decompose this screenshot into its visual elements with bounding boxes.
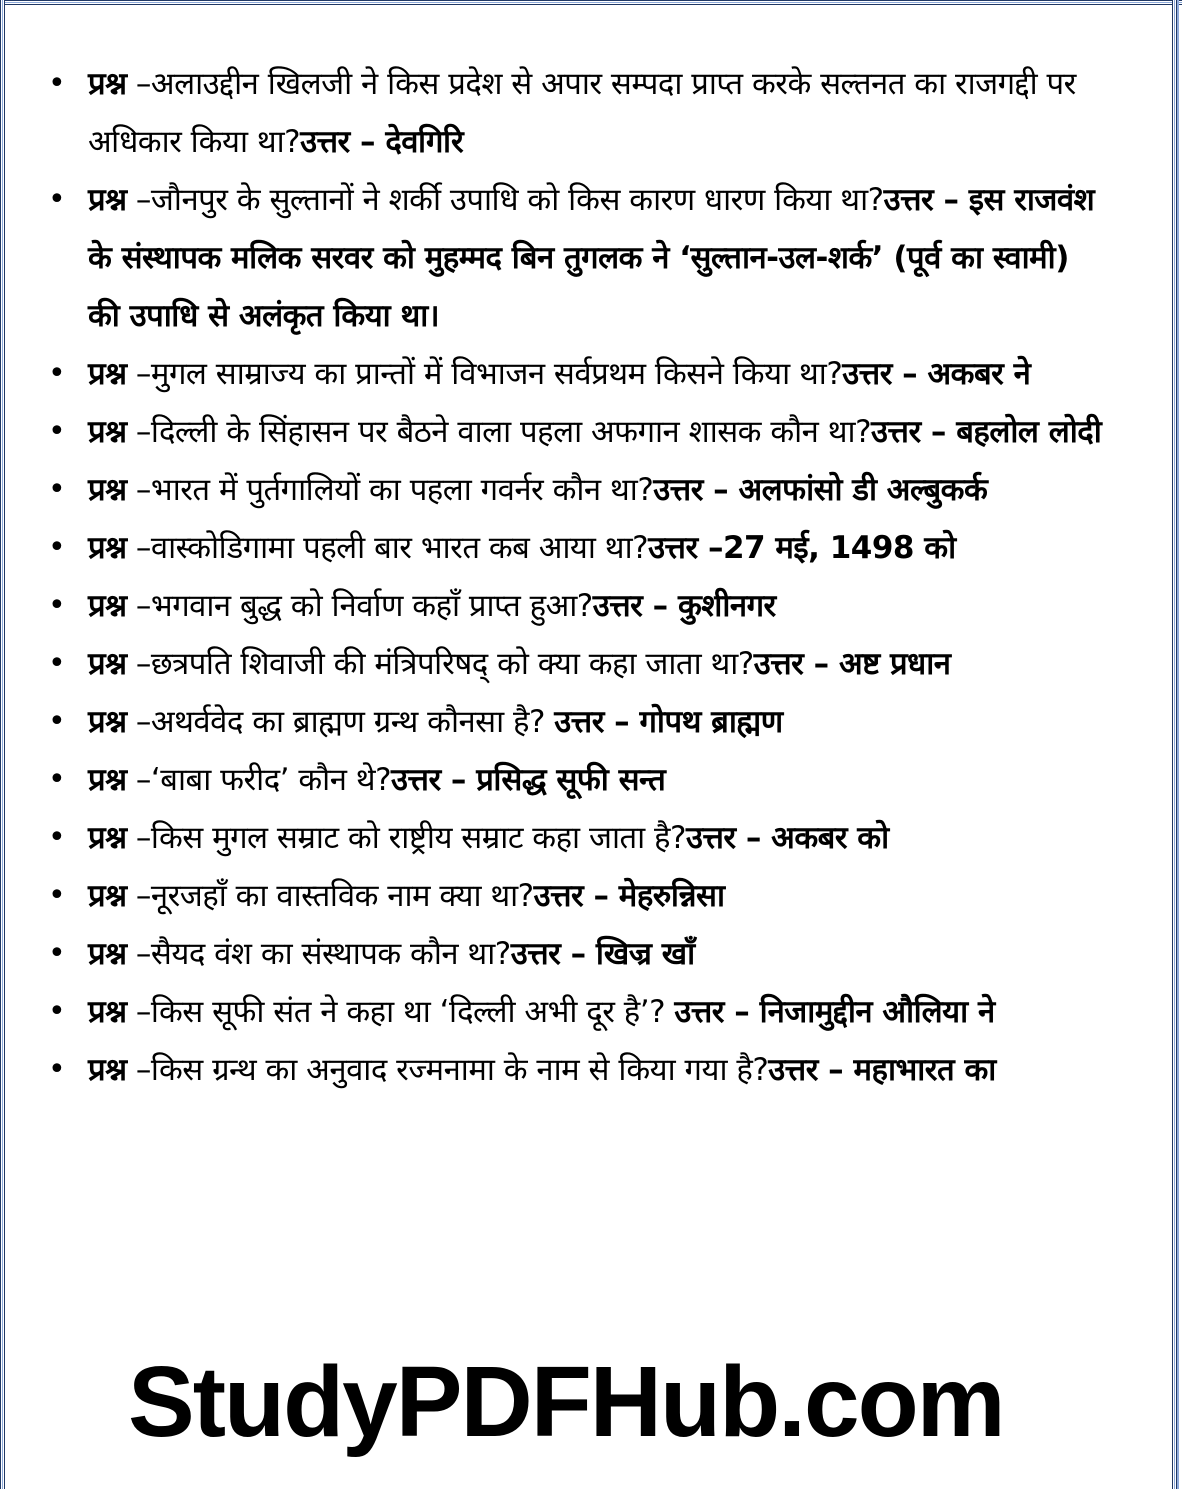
answer-text: – मेहरुन्निसा (583, 878, 725, 914)
answer-text: – कुशीनगर (642, 588, 776, 624)
qa-item-7 (0, 577, 1150, 635)
answer-text: –27 मई, 1498 को (697, 530, 956, 566)
bullet-icon: • (48, 820, 66, 855)
bullet-icon: • (48, 646, 66, 681)
question-label: प्रश्न (88, 414, 127, 450)
question-text: –‘बाबा फरीद’ कौन थे? (126, 762, 392, 798)
question-label: प्रश्न (88, 704, 127, 740)
question-label: प्रश्न (88, 762, 127, 798)
question-text: –छत्रपति शिवाजी की मंत्रिपरिषद् को क्या कहा जाता था? (126, 646, 754, 682)
question-text: –किस ग्रन्थ का अनुवाद रज्मनामा के नाम से किया गया है? (126, 1052, 769, 1088)
answer-label: उत्तर (510, 936, 561, 972)
qa-item-15 (0, 1041, 1150, 1099)
qa-item-14 (0, 983, 1150, 1041)
answer-text: – अलफांसो डी अल्बुकर्क (702, 472, 988, 508)
watermark-text: StudyPDFHub.com (128, 1346, 1004, 1458)
answer-label: उत्तर (871, 414, 921, 450)
bullet-icon: • (48, 182, 66, 217)
answer-label: उत्तर (554, 704, 604, 740)
bullet-icon: • (48, 472, 66, 507)
question-label: प्रश्न (88, 66, 127, 102)
answer-label: उत्तर (685, 820, 736, 856)
question-text: –अथर्ववेद का ब्राह्मण ग्रन्थ कौनसा है? (126, 704, 555, 740)
answer-text: – अकबर ने (891, 356, 1031, 392)
question-text: –दिल्ली के सिंहासन पर बैठने वाला पहला अफगान शासक कौन था? (126, 414, 872, 450)
answer-label: उत्तर (753, 646, 804, 682)
answer-text: – खिज्र खाँ (560, 936, 695, 972)
qa-item-10 (0, 751, 1150, 809)
answer-label: उत्तर (883, 182, 934, 218)
answer-text: – अष्ट प्रधान (803, 646, 951, 682)
answer-text: – गोपथ ब्राह्मण (603, 704, 783, 740)
bullet-icon: • (48, 762, 66, 797)
answer-label: उत्तर (533, 878, 584, 914)
question-label: प्रश्न (88, 936, 127, 972)
answer-label: उत्तर (391, 762, 441, 798)
qa-list (0, 55, 1150, 1099)
question-text: –नूरजहाँ का वास्तविक नाम क्या था? (126, 878, 534, 914)
answer-label: उत्तर (592, 588, 643, 624)
qa-item-9 (0, 693, 1150, 751)
bullet-icon: • (48, 878, 66, 913)
bullet-icon: • (48, 936, 66, 971)
question-text: –किस मुगल सम्राट को राष्ट्रीय सम्राट कहा जाता है? (126, 820, 686, 856)
question-text: –किस सूफी संत ने कहा था ‘दिल्ली अभी दूर है’? (126, 994, 675, 1030)
question-label: प्रश्न (88, 994, 127, 1030)
question-label: प्रश्न (88, 588, 127, 624)
question-label: प्रश्न (88, 1052, 127, 1088)
answer-label: उत्तर (653, 472, 703, 508)
answer-text: – प्रसिद्ध सूफी सन्त (440, 762, 666, 798)
question-label: प्रश्न (88, 530, 127, 566)
question-text: –भगवान बुद्ध को निर्वाण कहाँ प्राप्त हुआ? (126, 588, 593, 624)
question-text: –सैयद वंश का संस्थापक कौन था? (126, 936, 511, 972)
answer-label: उत्तर (648, 530, 698, 566)
bullet-icon: • (48, 588, 66, 623)
question-text: –जौनपुर के सुल्तानों ने शर्की उपाधि को किस कारण धारण किया था? (126, 182, 884, 218)
answer-text: – बहलोल लोदी (920, 414, 1102, 450)
bullet-icon: • (48, 414, 66, 449)
bullet-icon: • (48, 1052, 66, 1087)
qa-item-6 (0, 519, 1150, 577)
question-label: प्रश्न (88, 878, 127, 914)
answer-label: उत्तर (300, 124, 350, 160)
page-border-right (1172, 0, 1179, 1489)
bullet-icon: • (48, 994, 66, 1029)
answer-label: उत्तर (842, 356, 892, 392)
answer-text: – इस राजवंश के संस्थापक मलिक सरवर को मुहम्मद बिन तुगलक ने ‘सुल्तान-उल-शर्क’ (पूर्व का स्वामी) की उपाधि से अलंकृत किया था। (88, 182, 1095, 334)
qa-item-5 (0, 461, 1150, 519)
bullet-icon: • (48, 356, 66, 391)
question-text: –अलाउद्दीन खिलजी ने किस प्रदेश से अपार सम्पदा प्राप्त करके सल्तनत का राजगद्दी पर अधिकार किया था? (88, 66, 1076, 160)
qa-item-4 (0, 403, 1150, 461)
question-label: प्रश्न (88, 182, 127, 218)
answer-text: – अकबर को (735, 820, 889, 856)
question-label: प्रश्न (88, 820, 127, 856)
answer-text: – देवगिरि (349, 124, 464, 160)
question-label: प्रश्न (88, 472, 127, 508)
qa-item-12 (0, 867, 1150, 925)
qa-item-3 (0, 345, 1150, 403)
question-text: –मुगल साम्राज्य का प्रान्तों में विभाजन सर्वप्रथम किसने किया था? (126, 356, 843, 392)
question-text: –वास्कोडिगामा पहली बार भारत कब आया था? (126, 530, 649, 566)
qa-item-8 (0, 635, 1150, 693)
answer-label: उत्तर (674, 994, 724, 1030)
qa-item-11 (0, 809, 1150, 867)
answer-label: उत्तर (768, 1052, 818, 1088)
bullet-icon: • (48, 530, 66, 565)
question-label: प्रश्न (88, 356, 127, 392)
question-text: –भारत में पुर्तगालियों का पहला गवर्नर कौन था? (126, 472, 654, 508)
page-border-top (0, 0, 1182, 5)
bullet-icon: • (48, 704, 66, 739)
qa-item-2 (0, 171, 1150, 345)
document-page (0, 55, 1150, 1099)
answer-text: – महाभारत का (817, 1052, 996, 1088)
bullet-icon: • (48, 66, 66, 101)
answer-text: – निजामुद्दीन औलिया ने (723, 994, 995, 1030)
qa-item-13 (0, 925, 1150, 983)
question-label: प्रश्न (88, 646, 127, 682)
qa-item-1 (0, 55, 1150, 171)
